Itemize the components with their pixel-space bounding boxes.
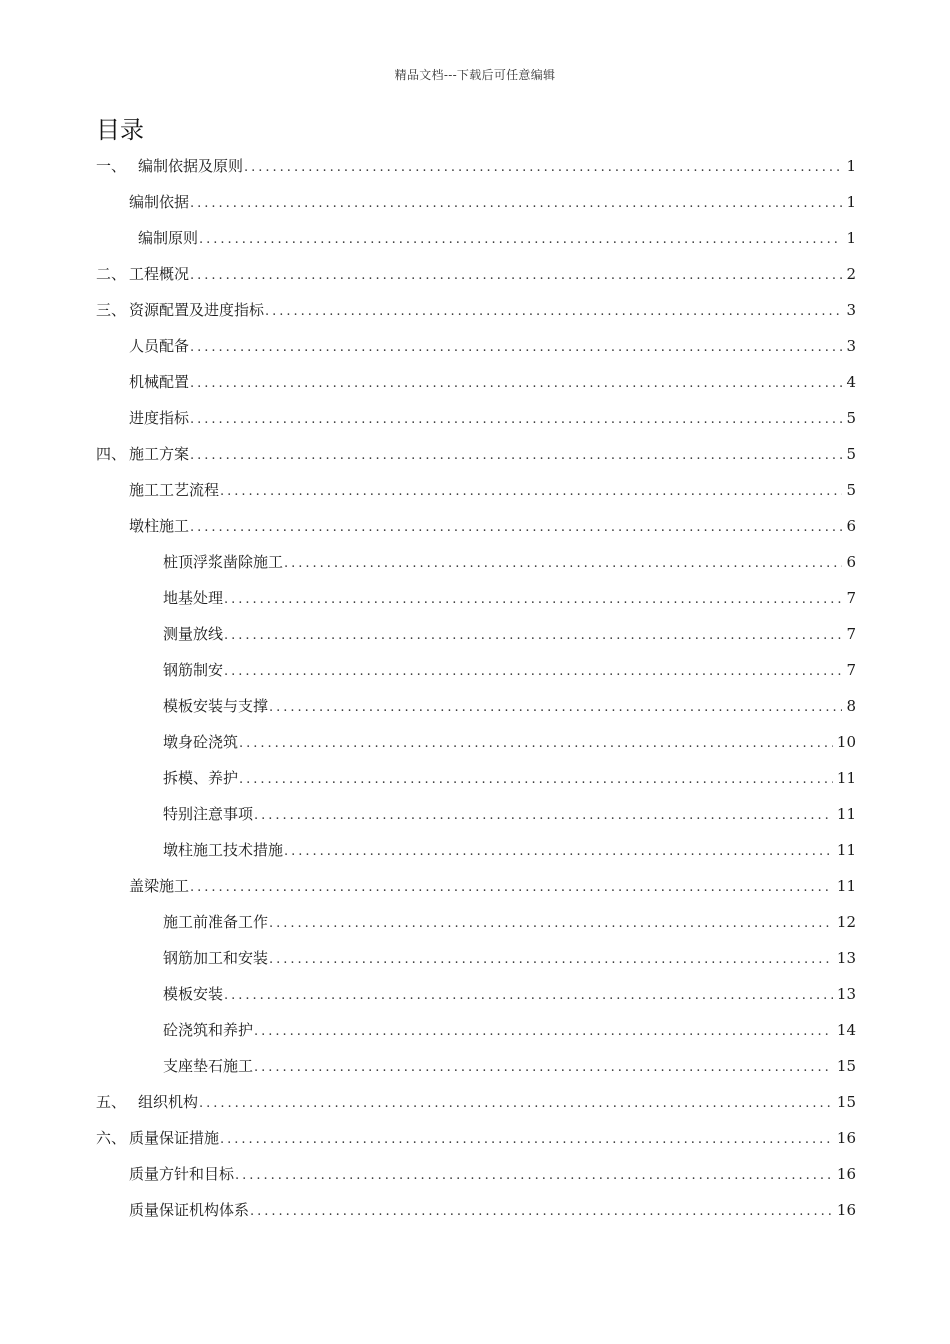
page-header: 精品文档---下载后可任意编辑	[394, 68, 556, 82]
toc-page-number: 11	[836, 769, 856, 787]
toc-entry-subsection[interactable]	[96, 940, 856, 976]
toc-entry-title: 拆模、养护	[163, 769, 239, 787]
toc-entry-title: 支座垫石施工	[163, 1057, 254, 1075]
toc-entry-subsection[interactable]	[96, 544, 856, 580]
toc-dot-leader	[190, 438, 842, 474]
toc-entry-title: 墩柱施工	[129, 517, 190, 535]
toc-entry-subsection[interactable]	[96, 796, 856, 832]
toc-entry-title: 钢筋制安	[163, 661, 224, 679]
toc-chapter-number: 三、	[96, 301, 127, 319]
toc-entry-section[interactable]	[96, 1156, 856, 1192]
toc-page-number: 11	[836, 805, 856, 823]
toc-page-number: 12	[836, 913, 856, 931]
toc-entry-title: 施工工艺流程	[129, 481, 220, 499]
toc-entry-title: 编制依据	[129, 193, 190, 211]
toc-dot-leader	[224, 618, 842, 654]
toc-entry-subsection[interactable]	[96, 760, 856, 796]
toc-entry-subsection[interactable]	[96, 616, 856, 652]
toc-entry-title: 质量保证措施	[129, 1129, 220, 1147]
toc-dot-leader	[190, 870, 833, 906]
toc-page-number: 13	[836, 949, 856, 967]
toc-entry-subsection[interactable]	[96, 724, 856, 760]
toc-dot-leader	[220, 474, 842, 510]
toc-entry-title: 质量方针和目标	[129, 1165, 235, 1183]
toc-page-number: 6	[846, 517, 856, 535]
toc-dot-leader	[284, 546, 842, 582]
toc-entry-chapter[interactable]	[96, 292, 856, 328]
toc-entry-subsection[interactable]	[96, 976, 856, 1012]
toc-entry-subsection[interactable]	[96, 832, 856, 868]
toc-entry-title: 盖梁施工	[129, 877, 190, 895]
toc-dot-leader	[254, 798, 833, 834]
toc-entry-title: 组织机构	[138, 1093, 199, 1111]
toc-entry-section[interactable]	[96, 472, 856, 508]
toc-entry-section[interactable]	[96, 184, 856, 220]
toc-chapter-number: 二、	[96, 265, 127, 283]
toc-entry-section[interactable]	[96, 400, 856, 436]
toc-entry-section[interactable]	[96, 364, 856, 400]
toc-entry-chapter[interactable]	[96, 256, 856, 292]
toc-page-number: 2	[846, 265, 856, 283]
toc-entry-chapter[interactable]	[96, 1120, 856, 1156]
toc-entry-section[interactable]	[96, 1192, 856, 1228]
toc-entry-title: 编制依据及原则	[138, 157, 244, 175]
toc-entry-subsection[interactable]	[96, 1012, 856, 1048]
toc-page-number: 1	[846, 193, 856, 211]
toc-entry-subsection[interactable]	[96, 1048, 856, 1084]
toc-dot-leader	[190, 402, 842, 438]
toc-dot-leader	[190, 186, 842, 222]
toc-entry-section[interactable]	[96, 508, 856, 544]
toc-title: 目录	[96, 116, 144, 144]
toc-entry-subsection[interactable]	[96, 580, 856, 616]
toc-entry-title: 施工方案	[129, 445, 190, 463]
toc-dot-leader	[254, 1050, 833, 1086]
toc-page-number: 8	[846, 697, 856, 715]
toc-dot-leader	[269, 942, 833, 978]
toc-entry-title: 墩身砼浇筑	[163, 733, 239, 751]
toc-entry-title: 砼浇筑和养护	[163, 1021, 254, 1039]
toc-entry-subsection[interactable]	[96, 904, 856, 940]
toc-entry-chapter[interactable]	[96, 148, 856, 184]
toc-dot-leader	[284, 834, 833, 870]
toc-page-number: 1	[846, 157, 856, 175]
toc-entry-title: 钢筋加工和安装	[163, 949, 269, 967]
toc-page-number: 3	[846, 337, 856, 355]
toc-page-number: 15	[836, 1057, 856, 1075]
toc-entry-subsection[interactable]	[96, 688, 856, 724]
toc-entry-title: 机械配置	[129, 373, 190, 391]
toc-entry-title: 资源配置及进度指标	[129, 301, 265, 319]
toc-entry-title: 工程概况	[129, 265, 190, 283]
toc-page-number: 1	[846, 229, 856, 247]
toc-page-number: 4	[846, 373, 856, 391]
toc-entry-title: 进度指标	[129, 409, 190, 427]
toc-page-number: 3	[846, 301, 856, 319]
toc-dot-leader	[190, 366, 842, 402]
toc-dot-leader	[224, 978, 833, 1014]
toc-page-number: 6	[846, 553, 856, 571]
toc-entry-title: 桩顶浮浆凿除施工	[163, 553, 284, 571]
toc-dot-leader	[199, 222, 842, 258]
toc-page-number: 15	[836, 1093, 856, 1111]
toc-entry-title: 编制原则	[138, 229, 199, 247]
toc-entry-section[interactable]	[96, 328, 856, 364]
toc-dot-leader	[239, 762, 833, 798]
toc-page-number: 7	[846, 625, 856, 643]
table-of-contents	[96, 148, 856, 1228]
toc-dot-leader	[239, 726, 833, 762]
toc-dot-leader	[244, 150, 842, 186]
toc-page-number: 14	[836, 1021, 856, 1039]
toc-chapter-number: 五、	[96, 1093, 127, 1111]
toc-page-number: 16	[836, 1165, 856, 1183]
toc-chapter-number: 四、	[96, 445, 127, 463]
toc-page-number: 10	[836, 733, 856, 751]
toc-page-number: 11	[836, 877, 856, 895]
toc-page-number: 16	[836, 1129, 856, 1147]
toc-dot-leader	[254, 1014, 833, 1050]
toc-dot-leader	[220, 1122, 833, 1158]
toc-page-number: 7	[846, 589, 856, 607]
toc-chapter-number: 六、	[96, 1129, 127, 1147]
toc-dot-leader	[199, 1086, 833, 1122]
toc-dot-leader	[250, 1194, 833, 1230]
toc-page-number: 5	[846, 481, 856, 499]
toc-dot-leader	[190, 258, 842, 294]
toc-entry-section[interactable]	[96, 220, 856, 256]
toc-page-number: 13	[836, 985, 856, 1003]
toc-dot-leader	[269, 906, 833, 942]
toc-entry-title: 模板安装与支撑	[163, 697, 269, 715]
toc-entry-title: 人员配备	[129, 337, 190, 355]
toc-chapter-number: 一、	[96, 157, 127, 175]
toc-entry-title: 施工前准备工作	[163, 913, 269, 931]
toc-entry-chapter[interactable]	[96, 1084, 856, 1120]
toc-page-number: 11	[836, 841, 856, 859]
toc-dot-leader	[224, 582, 842, 618]
toc-entry-chapter[interactable]	[96, 436, 856, 472]
toc-page-number: 16	[836, 1201, 856, 1219]
toc-dot-leader	[265, 294, 842, 330]
toc-entry-section[interactable]	[96, 868, 856, 904]
toc-dot-leader	[235, 1158, 833, 1194]
toc-dot-leader	[269, 690, 842, 726]
toc-page-number: 7	[846, 661, 856, 679]
toc-entry-title: 墩柱施工技术措施	[163, 841, 284, 859]
toc-dot-leader	[190, 330, 842, 366]
toc-entry-title: 模板安装	[163, 985, 224, 1003]
toc-dot-leader	[190, 510, 842, 546]
toc-entry-title: 特别注意事项	[163, 805, 254, 823]
toc-entry-title: 地基处理	[163, 589, 224, 607]
toc-dot-leader	[224, 654, 842, 690]
toc-entry-title: 质量保证机构体系	[129, 1201, 250, 1219]
toc-page-number: 5	[846, 409, 856, 427]
toc-page-number: 5	[846, 445, 856, 463]
toc-entry-subsection[interactable]	[96, 652, 856, 688]
toc-entry-title: 测量放线	[163, 625, 224, 643]
